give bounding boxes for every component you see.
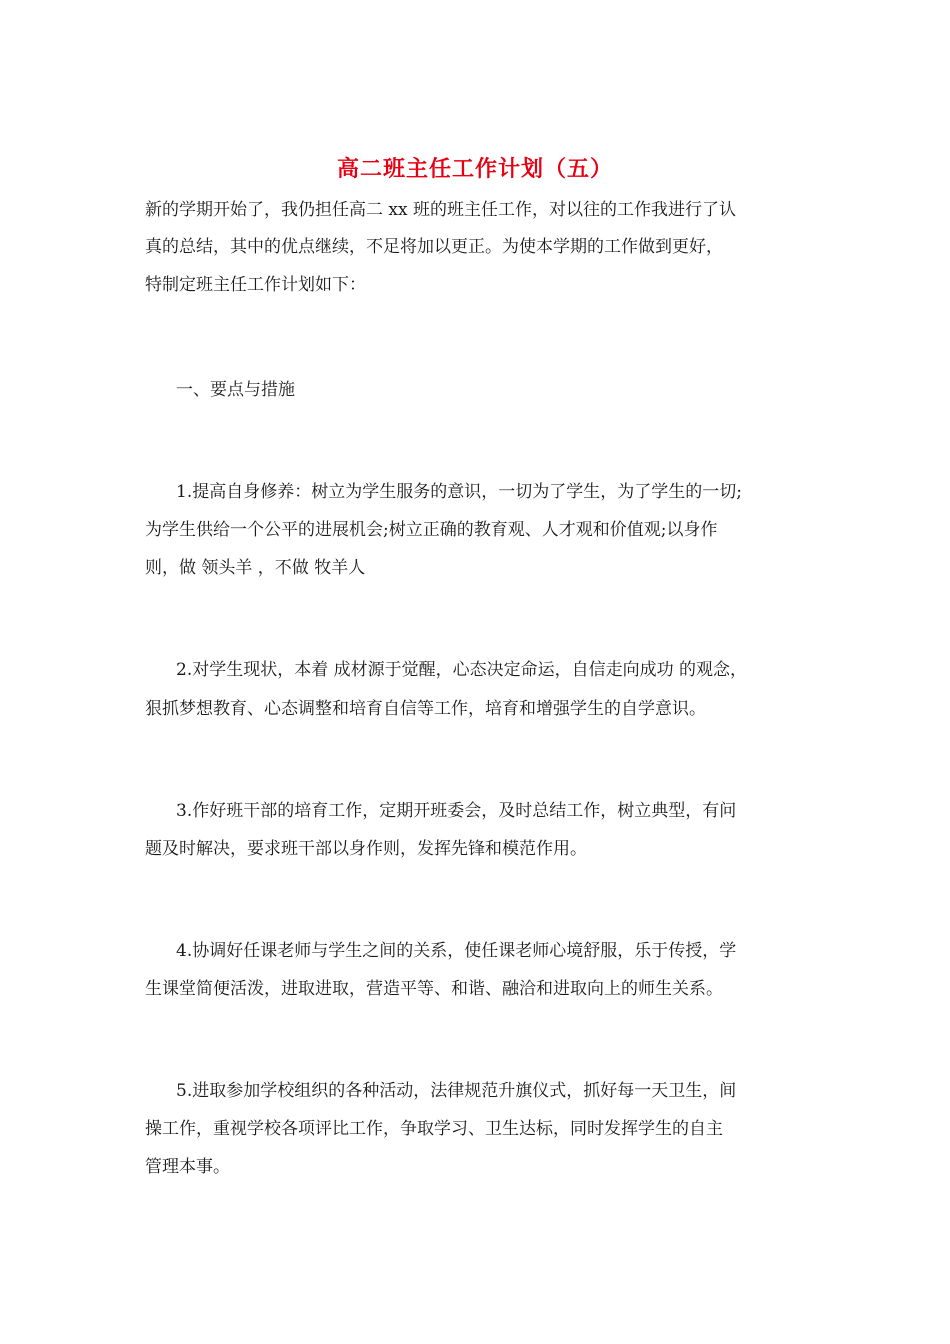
item-1-line: 1.提高自身修养：树立为学生服务的意识，一切为了学生，为了学生的一切; bbox=[176, 482, 742, 502]
document-title: 高二班主任工作计划（五） bbox=[336, 156, 613, 182]
item-3-line: 题及时解决，要求班干部以身作则，发挥先锋和模范作用。 bbox=[145, 839, 587, 859]
item-4-line: 4.协调好任课老师与学生之间的关系，使任课老师心境舒服，乐于传授，学 bbox=[176, 941, 737, 961]
item-3-line: 3.作好班干部的培育工作，定期开班委会，及时总结工作，树立典型，有问 bbox=[176, 801, 737, 821]
section-heading: 一、要点与措施 bbox=[176, 380, 295, 400]
item-5-line: 操工作，重视学校各项评比工作，争取学习、卫生达标，同时发挥学生的自主 bbox=[145, 1119, 723, 1139]
intro-line: 真的总结，其中的优点继续，不足将加以更正。为使本学期的工作做到更好， bbox=[145, 237, 723, 257]
item-2-line: 狠抓梦想教育、心态调整和培育自信等工作，培育和增强学生的自学意识。 bbox=[145, 699, 706, 719]
item-5-line: 5.进取参加学校组织的各种活动，法律规范升旗仪式，抓好每一天卫生，间 bbox=[176, 1081, 737, 1101]
item-5-line: 管理本事。 bbox=[145, 1157, 230, 1177]
item-4-line: 生课堂简便活泼，进取进取，营造平等、和谐、融洽和进取向上的师生关系。 bbox=[145, 979, 723, 999]
intro-line: 新的学期开始了，我仍担任高二 xx 班的班主任工作，对以往的工作我进行了认 bbox=[145, 200, 736, 220]
item-2-line: 2.对学生现状，本着 成材源于觉醒，心态决定命运，自信走向成功 的观念， bbox=[176, 660, 748, 680]
item-1-line: 则，做 领头羊 ，不做 牧羊人 bbox=[145, 558, 366, 578]
item-1-line: 为学生供给一个公平的进展机会;树立正确的教育观、人才观和价值观;以身作 bbox=[145, 520, 718, 540]
intro-line: 特制定班主任工作计划如下： bbox=[145, 275, 366, 295]
